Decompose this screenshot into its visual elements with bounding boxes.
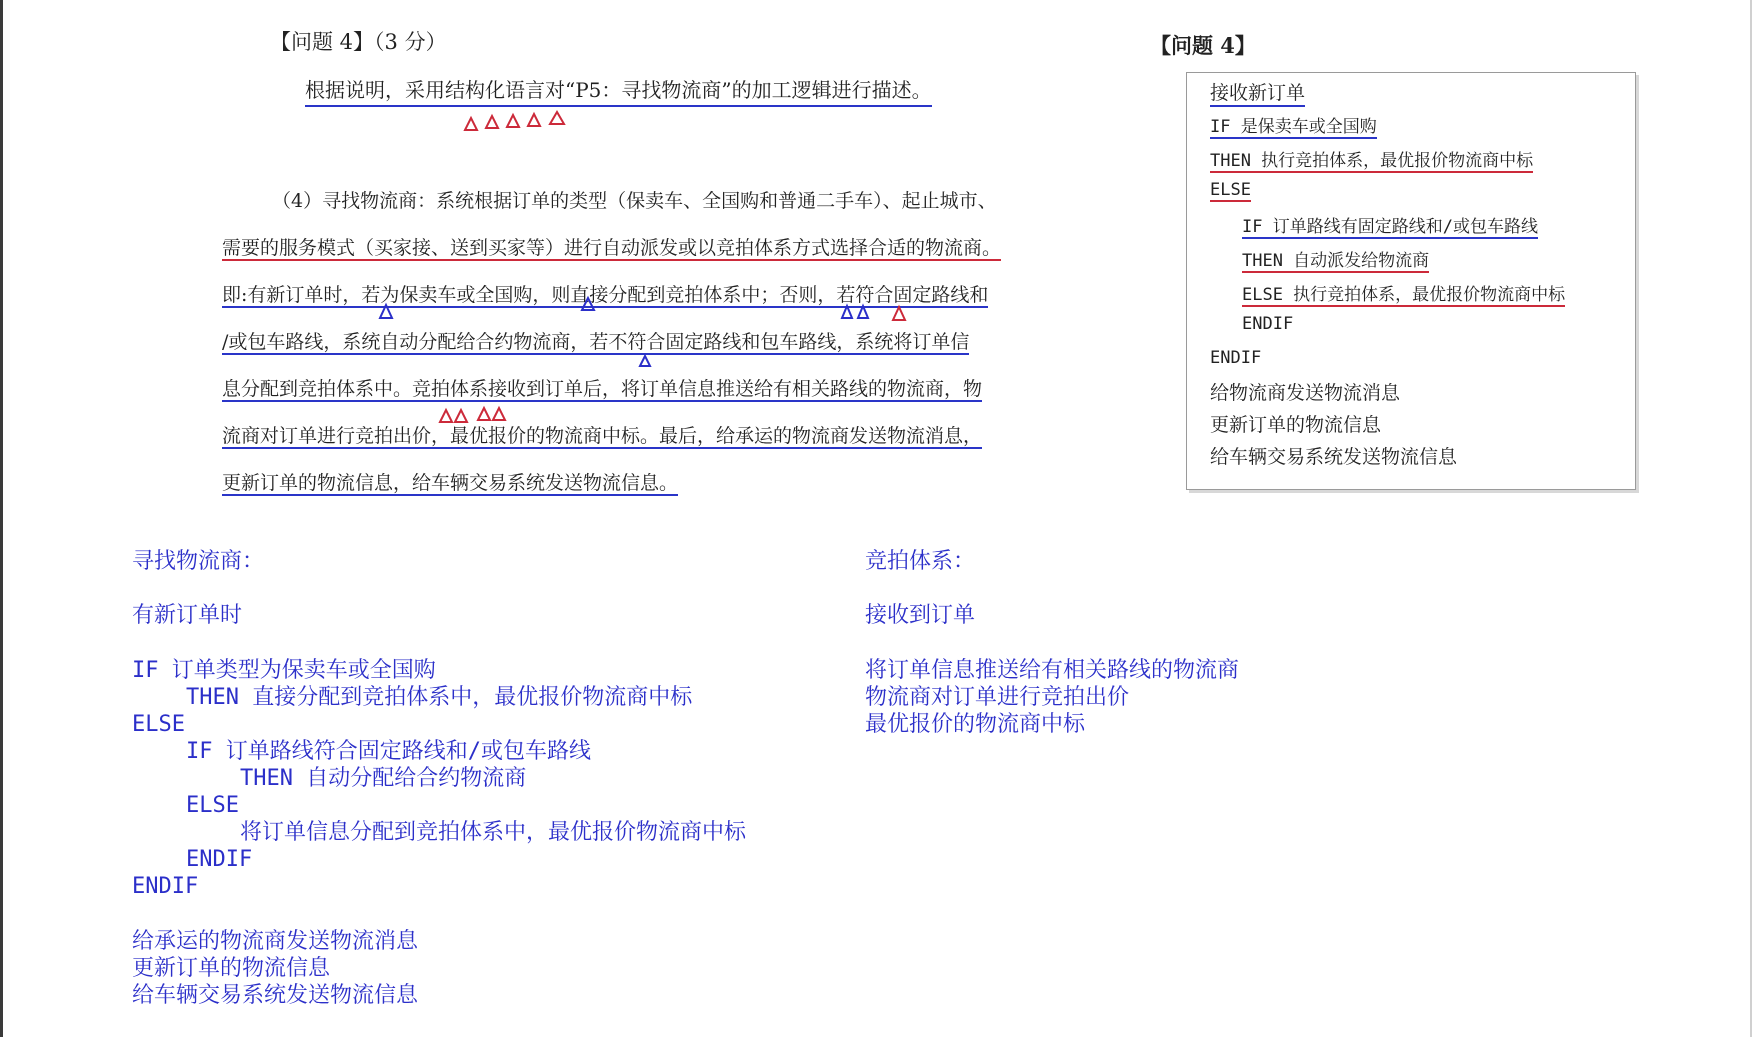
- notes-right-line: 将订单信息推送给有相关路线的物流商: [865, 658, 1240, 683]
- notes-left-line: IF 订单类型为保卖车或全国购: [132, 658, 436, 683]
- notes-left-line: 有新订单时: [132, 603, 243, 628]
- notes-left-line: THEN 自动分配给合约物流商: [240, 766, 527, 791]
- notes-left-line: IF 订单路线符合固定路线和/或包车路线: [186, 739, 591, 764]
- passage-line: 息分配到竞拍体系中。竞拍体系接收到订单后，将订单信息推送给有相关路线的物流商，物: [222, 378, 983, 400]
- answer-line: THEN 自动派发给物流商: [1242, 251, 1430, 271]
- notes-left-line: ELSE: [186, 793, 239, 818]
- notes-left-line: 更新订单的物流信息: [132, 956, 331, 981]
- answer-line: 接收新订单: [1210, 78, 1305, 107]
- notes-left-line: 给承运的物流商发送物流消息: [132, 929, 419, 954]
- answer-line: ELSE: [1210, 180, 1251, 200]
- notes-left-line: ENDIF: [186, 847, 253, 872]
- question-description: 根据说明，采用结构化语言对“P5：寻找物流商”的加工逻辑进行描述。: [305, 74, 932, 103]
- passage-line: /或包车路线，系统自动分配给合约物流商，若不符合固定路线和包车路线，系统将订单信: [222, 331, 970, 353]
- passage-line: 更新订单的物流信息，给车辆交易系统发送物流信息。: [222, 472, 679, 494]
- answer-line: ELSE 执行竞拍体系，最优报价物流商中标: [1242, 285, 1566, 305]
- notes-right-title: 竞拍体系：: [865, 549, 976, 574]
- requirement-passage: [222, 183, 1054, 512]
- notes-left-line: ENDIF: [132, 874, 199, 899]
- answer-line: 给车辆交易系统发送物流信息: [1210, 446, 1458, 468]
- passage-line: 需要的服务模式（买家接、送到买家等）进行自动派发或以竞拍体系方式选择合适的物流商。: [222, 237, 1002, 259]
- answer-line: ENDIF: [1210, 348, 1262, 368]
- notes-left-title: 寻找物流商：: [132, 549, 265, 574]
- notes-right-line: 接收到订单: [865, 603, 976, 628]
- notes-left-line: 将订单信息分配到竞拍体系中，最优报价物流商中标: [240, 820, 747, 845]
- question-title: 【问题 4】（3 分）: [270, 30, 447, 54]
- answer-line: IF 是保卖车或全国购: [1210, 117, 1377, 137]
- answer-line: 给物流商发送物流消息: [1210, 382, 1401, 404]
- answer-line: ENDIF: [1242, 314, 1294, 334]
- notes-left-line: THEN 直接分配到竞拍体系中，最优报价物流商中标: [186, 685, 693, 710]
- notes-right-line: 最优报价的物流商中标: [865, 712, 1086, 737]
- passage-line: 即:有新订单时，若为保卖车或全国购，则直接分配到竞拍体系中；否则，若符合固定路线和: [222, 284, 989, 306]
- passage-line: 流商对订单进行竞拍出价，最优报价的物流商中标。最后，给承运的物流商发送物流消息，: [222, 425, 983, 447]
- answer-line: IF 订单路线有固定路线和/或包车路线: [1242, 217, 1538, 237]
- notes-left-line: 给车辆交易系统发送物流信息: [132, 983, 419, 1008]
- left-frame-border: [0, 0, 3, 1037]
- answer-title: 【问题 4】: [1150, 33, 1256, 58]
- notes-right-line: 物流商对订单进行竞拍出价: [865, 685, 1130, 710]
- notes-left-line: ELSE: [132, 712, 185, 737]
- passage-line: （4）寻找物流商：系统根据订单的类型（保卖车、全国购和普通二手车）、起止城市、: [272, 190, 997, 212]
- answer-line: THEN 执行竞拍体系，最优报价物流商中标: [1210, 151, 1534, 171]
- answer-line: 更新订单的物流信息: [1210, 414, 1382, 436]
- red-triangle-marks: [462, 108, 577, 134]
